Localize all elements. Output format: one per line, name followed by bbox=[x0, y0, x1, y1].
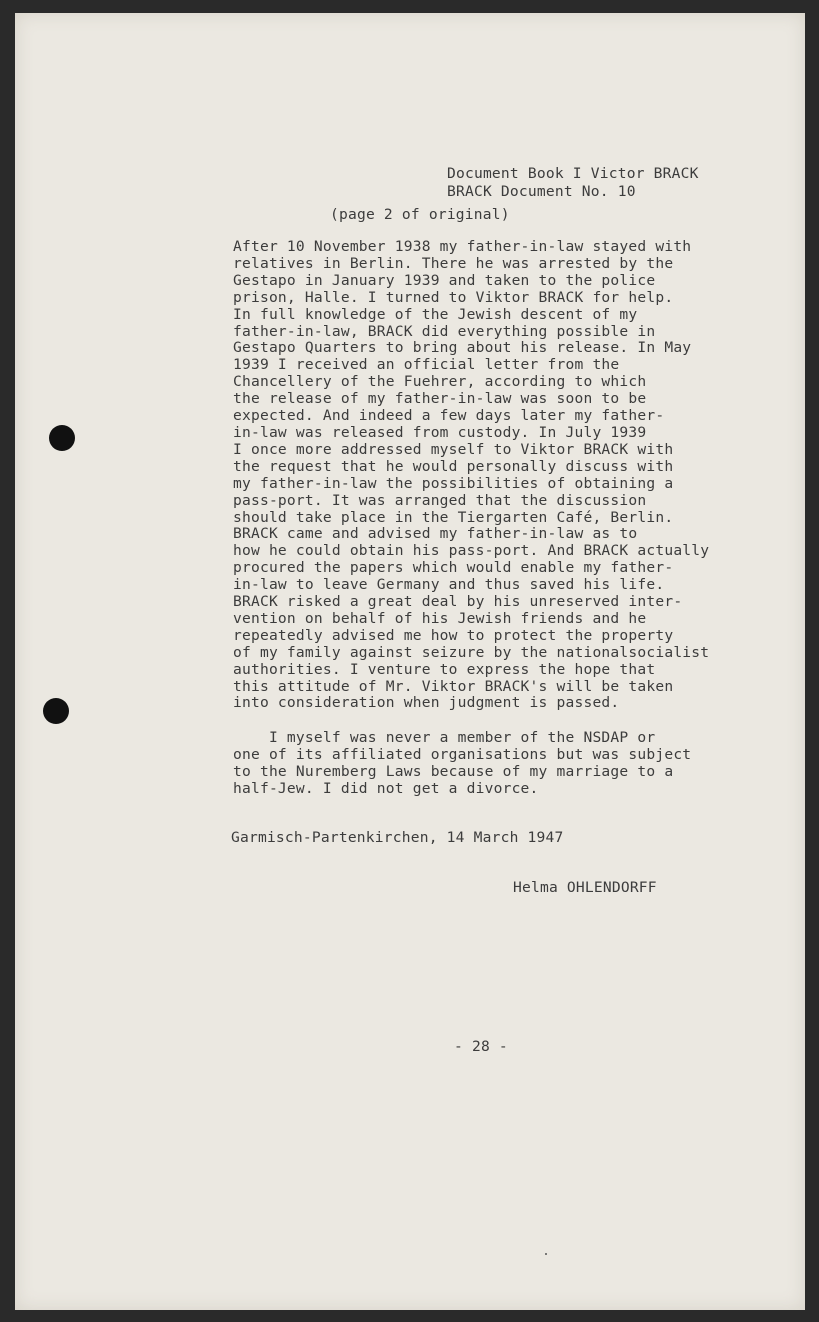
text-line: father-in-law, BRACK did everything possible in bbox=[233, 322, 656, 340]
text-line: vention on behalf of his Jewish friends and he bbox=[233, 609, 647, 627]
paper-speck bbox=[545, 1253, 547, 1255]
text-line: one of its affiliated organisations but was subject bbox=[233, 746, 692, 763]
text-line: in-law was released from custody. In July 1939 bbox=[233, 423, 647, 441]
text-line: 1939 I received an official letter from the bbox=[233, 356, 620, 374]
body-paragraph-1 bbox=[233, 239, 709, 712]
body-paragraph-2 bbox=[233, 729, 691, 797]
text-line: BRACK risked a great deal by his unreserved inter- bbox=[233, 593, 683, 611]
text-line: pass-port. It was arranged that the discussion bbox=[233, 491, 647, 509]
text-line: Gestapo in January 1939 and taken to the police bbox=[233, 271, 656, 289]
text-line: how he could obtain his pass-port. And BRACK actually bbox=[233, 542, 710, 560]
text-line: of my family against seizure by the nationalsocialist bbox=[233, 643, 710, 661]
text-line: half-Jew. I did not get a divorce. bbox=[233, 780, 539, 797]
header-line-1: Document Book I Victor BRACK bbox=[447, 165, 699, 182]
text-line: in-law to leave Germany and thus saved his life. bbox=[233, 576, 665, 594]
page-number: - 28 - bbox=[454, 1038, 508, 1055]
text-line: to the Nuremberg Laws because of my marriage to a bbox=[233, 763, 674, 780]
text-line: Chancellery of the Fuehrer, according to which bbox=[233, 373, 647, 391]
text-line: authorities. I venture to express the hope that bbox=[233, 660, 656, 678]
punch-hole bbox=[49, 425, 75, 451]
text-line: relatives in Berlin. There he was arrested by the bbox=[233, 254, 674, 272]
text-line: my father-in-law the possibilities of obtaining a bbox=[233, 474, 674, 492]
text-line: I myself was never a member of the NSDAP or bbox=[233, 729, 656, 746]
text-line: should take place in the Tiergarten Café, Berlin. bbox=[233, 508, 674, 526]
text-line: the request that he would personally discuss with bbox=[233, 457, 674, 475]
punch-hole bbox=[43, 698, 69, 724]
text-line: prison, Halle. I turned to Viktor BRACK for help. bbox=[233, 288, 674, 306]
place-and-date: Garmisch-Partenkirchen, 14 March 1947 bbox=[231, 829, 564, 846]
text-line: BRACK came and advised my father-in-law as to bbox=[233, 525, 638, 543]
text-line: the release of my father-in-law was soon to be bbox=[233, 390, 647, 408]
text-line: expected. And indeed a few days later my father- bbox=[233, 407, 665, 425]
text-line: into consideration when judgment is passed. bbox=[233, 694, 620, 712]
text-line: this attitude of Mr. Viktor BRACK's will be taken bbox=[233, 677, 674, 695]
signature-name: Helma OHLENDORFF bbox=[513, 879, 657, 896]
text-line: Gestapo Quarters to bring about his release. In May bbox=[233, 339, 692, 357]
document-page bbox=[15, 13, 805, 1310]
text-line: procured the papers which would enable my father- bbox=[233, 559, 674, 577]
page-note: (page 2 of original) bbox=[330, 206, 510, 223]
document-header bbox=[447, 165, 699, 201]
text-line: repeatedly advised me how to protect the property bbox=[233, 626, 674, 644]
text-line: After 10 November 1938 my father-in-law stayed with bbox=[233, 238, 692, 255]
text-line: I once more addressed myself to Viktor BRACK with bbox=[233, 440, 674, 458]
header-line-2: BRACK Document No. 10 bbox=[447, 183, 636, 200]
text-line: In full knowledge of the Jewish descent of my bbox=[233, 305, 638, 323]
